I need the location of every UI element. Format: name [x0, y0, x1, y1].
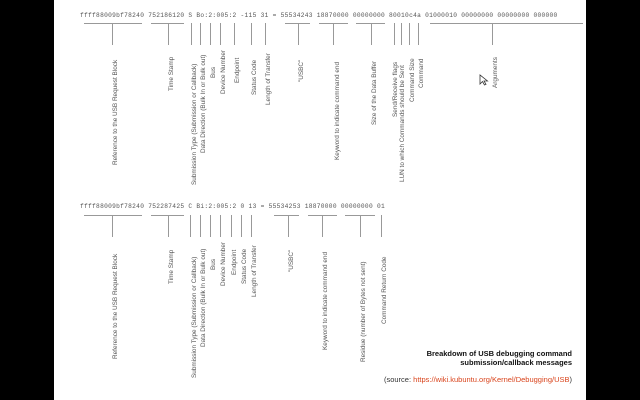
label-flags: Send/Receive flags	[391, 61, 399, 117]
label-bus: Bus	[209, 66, 217, 78]
tick-bus	[210, 23, 211, 45]
tick-direction	[200, 23, 201, 45]
label-status: Status Code	[250, 59, 258, 95]
tick-endpoint	[234, 23, 235, 45]
label-bus-cb: Bus	[209, 258, 217, 270]
tick-timestamp	[168, 23, 169, 45]
tick-direction-cb	[200, 215, 201, 237]
tick-device-cb	[220, 215, 221, 237]
tick-keyword	[333, 23, 334, 45]
tick-bufsize	[371, 23, 372, 45]
label-device-cb: Device Number	[219, 241, 227, 286]
bracket-urb-cb	[84, 215, 142, 216]
tick-arguments	[492, 23, 493, 45]
tick-timestamp-cb	[168, 215, 169, 237]
label-arguments: Arguments	[491, 57, 499, 88]
mouse-cursor-icon	[479, 74, 489, 86]
tick-cmdsize	[409, 23, 410, 45]
source-note	[384, 375, 572, 384]
label-direction: Data Direction (Bulk In or Bulk out)	[199, 54, 207, 153]
callback-raw-line: ffff88009bf78240 752287425 C Bi:2:005:2 0 13 = 55534253 18870000 00000000 01	[80, 203, 385, 210]
tick-urb	[112, 23, 113, 45]
label-timestamp: Time Stamp	[167, 56, 175, 91]
bracket-arguments	[430, 23, 583, 24]
label-subtype-cb: Submission Type (Submission or Callback)	[190, 256, 198, 378]
tick-flags	[394, 23, 395, 45]
tick-device	[220, 23, 221, 45]
tick-usbc-cb	[288, 215, 289, 237]
label-urb: Reference to the USB Request Block	[111, 59, 119, 165]
label-bufsize: Size of the Data Buffer	[370, 60, 378, 125]
diagram-caption	[427, 349, 572, 367]
tick-keyword-cb	[322, 215, 323, 237]
tick-command	[418, 23, 419, 45]
tick-residue-cb	[360, 215, 361, 237]
tick-usbc	[298, 23, 299, 45]
tick-subtype-cb	[190, 215, 191, 237]
label-subtype: Submission Type (Submission or Callback)	[190, 63, 198, 185]
tick-length-cb	[251, 215, 252, 237]
source-suffix: )	[569, 375, 572, 384]
label-endpoint-cb: Endpoint	[230, 249, 238, 275]
caption-line-1: Breakdown of USB debugging command	[426, 349, 572, 358]
label-endpoint: Endpoint	[233, 57, 241, 83]
caption-line-2: submission/callback messages	[460, 358, 572, 367]
tick-status	[251, 23, 252, 45]
tick-bus-cb	[210, 215, 211, 237]
label-keyword-cb: Keyword to indicate command end	[321, 251, 329, 350]
tick-urb-cb	[112, 215, 113, 237]
label-residue-cb: Residue (number of Bytes not sent)	[359, 261, 367, 362]
label-command: Command	[417, 58, 425, 88]
label-urb-cb: Reference to the USB Request Block	[111, 253, 119, 359]
tick-lun	[401, 23, 402, 45]
label-length: Length of Transfer	[264, 53, 272, 105]
label-usbc: "USBC"	[297, 59, 305, 82]
label-direction-cb: Data Direction (Bulk In or Bulk out)	[199, 248, 207, 347]
source-link[interactable]: https://wiki.kubuntu.org/Kernel/Debugging/USB	[413, 375, 570, 384]
tick-endpoint-cb	[231, 215, 232, 237]
label-return-cb: Command Return Code	[380, 256, 388, 324]
source-prefix: (source:	[383, 375, 414, 384]
bracket-usbc-cb	[274, 215, 299, 216]
label-lun: LUN to which Commands should be Sent	[398, 65, 406, 182]
tick-status-cb	[241, 215, 242, 237]
label-usbc-cb: "USBC"	[287, 249, 295, 272]
label-status-cb: Status Code	[240, 248, 248, 284]
tick-length	[265, 23, 266, 45]
label-device: Device Number	[219, 49, 227, 94]
bracket-urb	[84, 23, 142, 24]
label-keyword: Keyword to indicate command end	[333, 61, 341, 160]
label-cmdsize: Command Size	[408, 58, 416, 102]
label-length-cb: Length of Transfer	[250, 245, 258, 297]
tick-return-cb	[381, 215, 382, 237]
submission-raw-line: ffff88009bf78240 752186120 S Bo:2:005:2 -115 31 = 55534243 18870000 00000000 80010c4a 01000010 00000000 00000000 000000	[80, 12, 558, 19]
tick-subtype	[191, 23, 192, 45]
label-timestamp-cb: Time Stamp	[167, 249, 175, 284]
slide	[54, 0, 586, 400]
